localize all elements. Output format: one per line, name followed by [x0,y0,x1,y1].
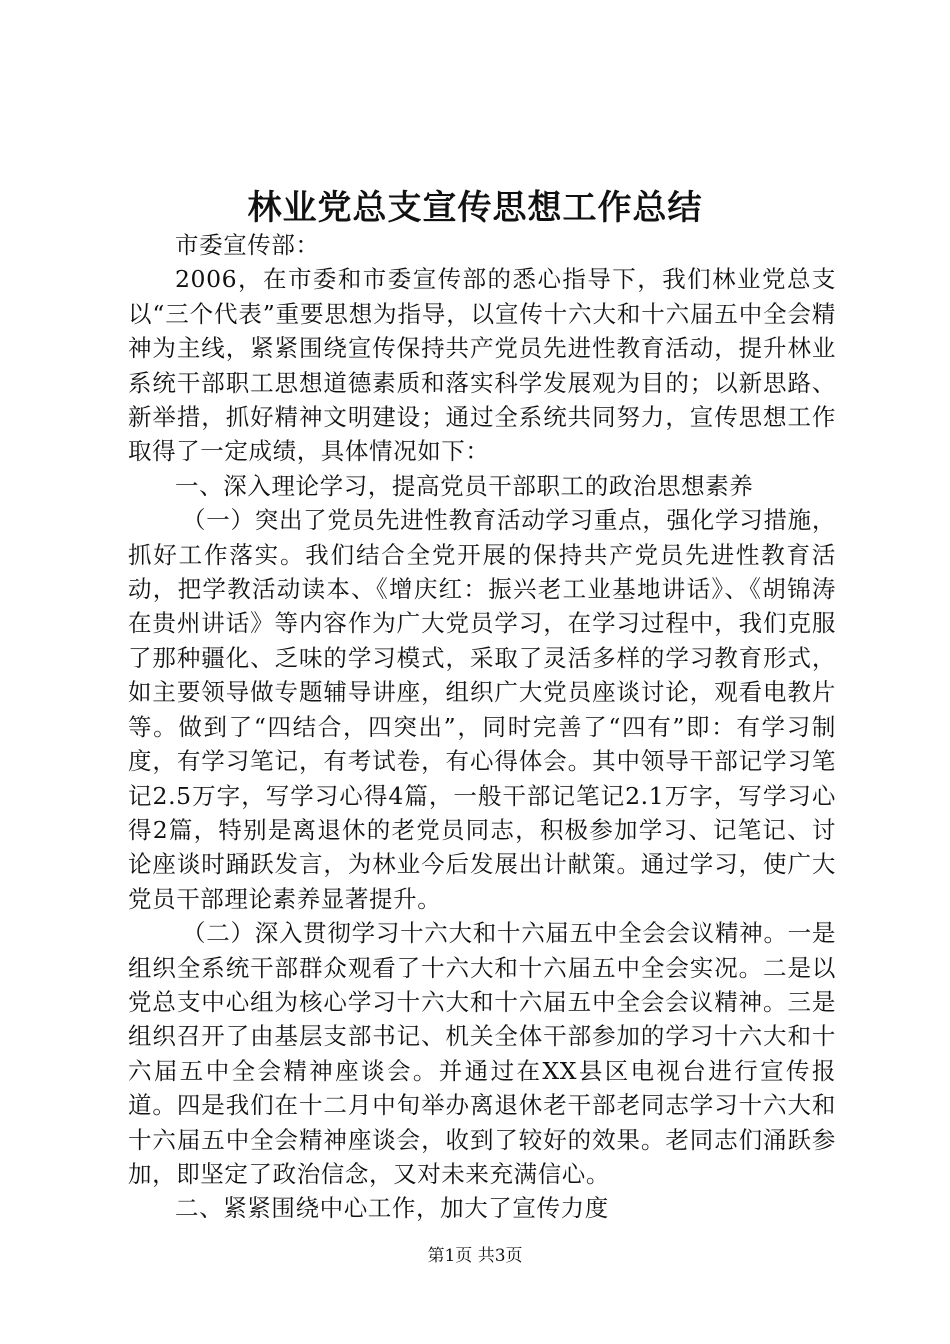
salutation: 市委宣传部： [175,231,320,259]
intro-paragraph: 2006，在市委和市委宣传部的悉心指导下，我们林业党总支以“三个代表”重要思想为指导，以宣传十六大和十六届五中全会精神为主线，紧紧围绕宣传保持共产党员先进性教育活动，提升林业系统干部职工思想道德素质和落实科学发展观为目的；以新思路、新举措，抓好精神文明建设；通过全系统共同努力，宣传思想工作取得了一定成绩，具体情况如下： [128,265,836,466]
document-title: 林业党总支宣传思想工作总结 [247,188,703,228]
document-body [128,228,836,1226]
page-footer: 第1页 共3页 [427,1246,523,1266]
section-heading-2: 二、紧紧围绕中心工作，加大了宣传力度 [175,1194,609,1223]
subsection-paragraph-1: （一）突出了党员先进性教育活动学习重点，强化学习措施，抓好工作落实。我们结合全党开展的保持共产党员先进性教育活动，把学教活动读本、《增庆红：振兴老工业基地讲话》、《胡锦涛在贵州讲话》等内容作为广大党员学习，在学习过程中，我们克服了那种疆化、乏味的学习模式，采取了灵活多样的学习教育形式，如主要领导做专题辅导讲座，组织广大党员座谈讨论，观看电教片等。做到了“四结合，四突出”，同时完善了“四有”即：有学习制度，有学习笔记，有考试卷，有心得体会。其中领导干部记学习笔记2.5万字，写学习心得4篇，一般干部记笔记2.1万字，写学习心得2篇，特别是离退休的老党员同志，积极参加学习、记笔记、讨论座谈时踊跃发言，为林业今后发展出计献策。通过学习，使广大党员干部理论素养显著提升。 [128,506,836,913]
section-heading-1: 一、深入理论学习，提高党员干部职工的政治思想素养 [175,471,754,500]
subsection-paragraph-2: （二）深入贯彻学习十六大和十六届五中全会会议精神。一是组织全系统干部群众观看了十六大和十六届五中全会实况。二是以党总支中心组为核心学习十六大和十六届五中全会会议精神。三是组织召开了由基层支部书记、机关全体干部参加的学习十六大和十六届五中全会精神座谈会。并通过在XX县区电视台进行宣传报道。四是我们在十二月中旬举办离退休老干部老同志学习十六大和十六届五中全会精神座谈会，收到了较好的效果。老同志们涌跃参加，即坚定了政治信念，又对未来充满信心。 [128,919,836,1188]
